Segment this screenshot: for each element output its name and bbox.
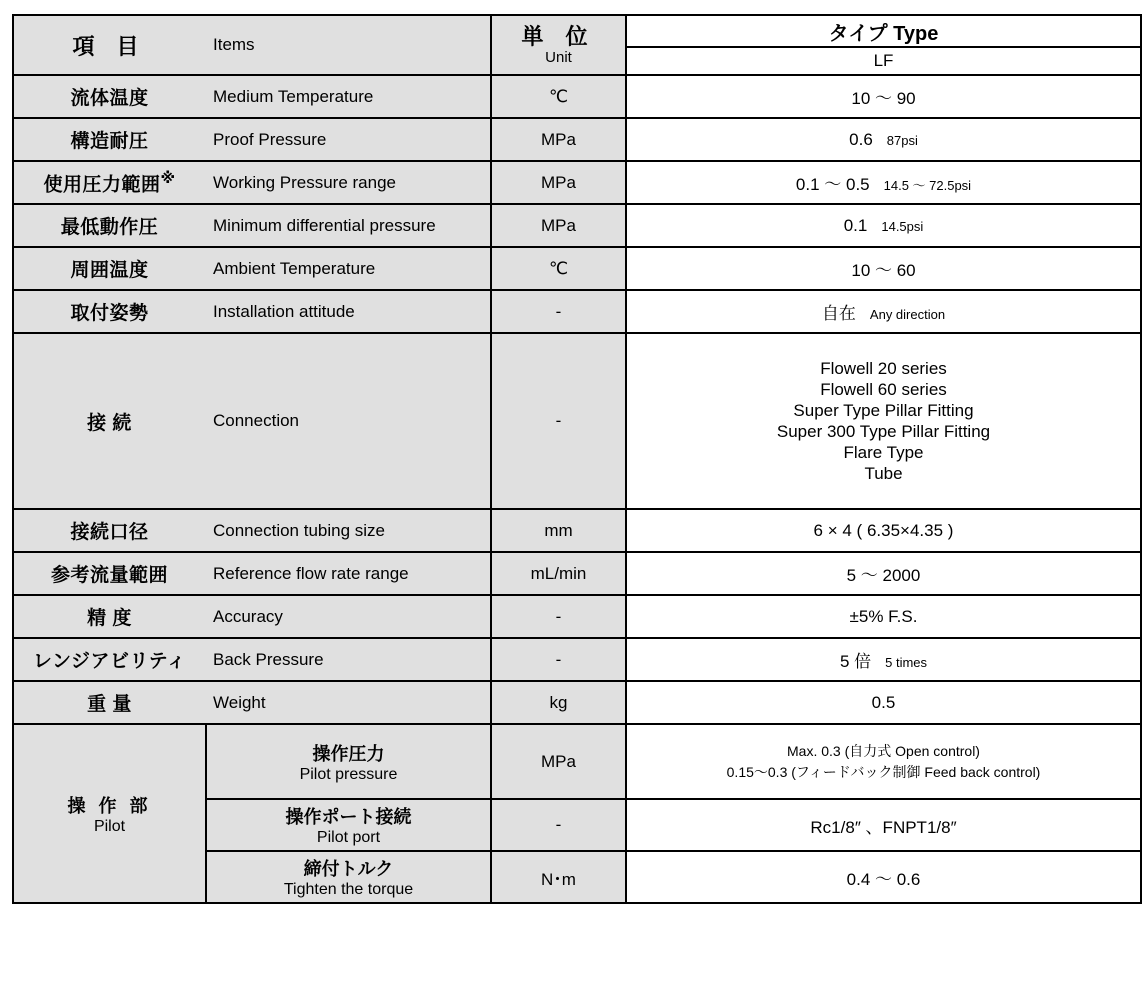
- row-en: Weight: [213, 692, 266, 712]
- row-unit: mm: [491, 509, 626, 552]
- spec-table: [12, 14, 1142, 904]
- pilot-item-jp: 操作ポート接続: [285, 807, 412, 827]
- pilot-jp: 操 作 部: [67, 795, 152, 816]
- row-jp: [14, 560, 205, 587]
- note-mark: ※: [160, 169, 176, 187]
- row-unit: ℃: [491, 75, 626, 118]
- row-jp-text: 最低動作圧: [60, 217, 159, 238]
- row-value: [626, 552, 1141, 595]
- row-value: [626, 638, 1141, 681]
- table-row: [13, 118, 1141, 161]
- row-en: Ambient Temperature: [213, 258, 376, 278]
- row-jp-text: 重 量: [87, 694, 132, 715]
- table-row: [13, 290, 1141, 333]
- table-row: [13, 204, 1141, 247]
- header-items-jp: 項 目: [72, 33, 147, 59]
- row-item: [13, 118, 491, 161]
- row-item: [13, 509, 491, 552]
- connection-value: Super Type Pillar Fitting: [793, 401, 974, 420]
- row-item: [13, 247, 491, 290]
- row-value: [626, 118, 1141, 161]
- row-value-main: 0.6: [849, 129, 873, 149]
- row-en: Proof Pressure: [213, 129, 327, 149]
- connection-value: Tube: [864, 464, 903, 483]
- row-item: [13, 204, 491, 247]
- connection-value: Flare Type: [843, 443, 924, 462]
- header-items-en: Items: [213, 35, 255, 54]
- pilot-item-jp: 締付トルク: [303, 859, 394, 879]
- row-jp-text: 構造耐圧: [70, 131, 149, 152]
- header-unit-jp: 単 位: [521, 23, 596, 49]
- row-value-main: 10 ～ 90: [851, 89, 916, 108]
- pilot-item-jp: 操作圧力: [312, 743, 385, 764]
- row-en: Accuracy: [213, 606, 283, 626]
- row-jp: [14, 603, 205, 630]
- row-jp-text: 流体温度: [70, 88, 149, 109]
- row-unit: -: [491, 595, 626, 638]
- row-item: [13, 75, 491, 118]
- row-jp: [14, 298, 205, 325]
- pilot-unit: N･m: [491, 851, 626, 903]
- row-value-main: ±5% F.S.: [849, 606, 918, 626]
- row-unit: MPa: [491, 118, 626, 161]
- row-jp-text: 使用圧力範囲: [43, 174, 161, 196]
- header-unit-en: Unit: [545, 48, 572, 66]
- table-row: [13, 247, 1141, 290]
- table-row: [13, 681, 1141, 724]
- row-en: Working Pressure range: [213, 172, 396, 192]
- row-en: Installation attitude: [213, 301, 355, 321]
- row-unit: MPa: [491, 161, 626, 204]
- row-value: [626, 75, 1141, 118]
- row-value-sub: Any direction: [869, 307, 946, 322]
- row-jp-text: 周囲温度: [70, 260, 149, 281]
- row-unit: MPa: [491, 204, 626, 247]
- row-en: Back Pressure: [213, 649, 324, 669]
- row-jp: [14, 689, 205, 716]
- row-jp-text: 精 度: [87, 608, 132, 629]
- pilot-unit: -: [491, 799, 626, 851]
- row-unit: -: [491, 333, 626, 509]
- row-jp: [14, 212, 205, 239]
- row-unit: -: [491, 290, 626, 333]
- row-jp: 接 続: [87, 412, 132, 434]
- row-value-main: 5 倍: [839, 652, 872, 671]
- row-value: [626, 681, 1141, 724]
- pilot-en: Pilot: [93, 817, 126, 835]
- row-jp: [14, 517, 205, 544]
- pilot-unit: MPa: [491, 724, 626, 799]
- row-value-main: 10 ～ 60: [851, 261, 916, 280]
- pilot-value-line: 0.15～0.3 (フィードバック制御 Feed back control): [726, 763, 1041, 780]
- row-item: [13, 595, 491, 638]
- table-row: [13, 595, 1141, 638]
- pilot-value: Rc1/8″ 、FNPT1/8″: [626, 799, 1141, 851]
- pilot-item-en: Pilot port: [316, 829, 381, 846]
- row-item: [13, 681, 491, 724]
- row-value-sub: 87psi: [886, 132, 918, 148]
- header-unit: [491, 15, 626, 75]
- header-items: [13, 15, 491, 75]
- row-value-main: 0.5: [871, 692, 896, 712]
- row-jp-text: レンジアビリティ: [32, 651, 187, 672]
- row-jp: [14, 646, 205, 673]
- row-en: Connection tubing size: [213, 520, 386, 540]
- table-row: [13, 638, 1141, 681]
- row-value-main: 5 ～ 2000: [846, 566, 921, 585]
- row-item: [13, 161, 491, 204]
- row-unit: ℃: [491, 247, 626, 290]
- row-jp-text: 接続口径: [70, 522, 149, 543]
- row-value-main: 0.1 ～ 0.5: [795, 175, 870, 194]
- table-row: [13, 161, 1141, 204]
- connection-value: Super 300 Type Pillar Fitting: [776, 422, 991, 441]
- row-unit: -: [491, 638, 626, 681]
- pilot-item: [206, 799, 491, 851]
- pilot-item-en: Tighten the torque: [283, 881, 414, 898]
- row-jp: [14, 255, 205, 282]
- row-item: [13, 552, 491, 595]
- row-value-main: 自在: [821, 304, 856, 323]
- row-jp-text: 取付姿勢: [70, 303, 149, 324]
- row-unit: mL/min: [491, 552, 626, 595]
- row-value: [626, 204, 1141, 247]
- pilot-item: [206, 851, 491, 903]
- row-value: [626, 509, 1141, 552]
- pilot-group: [13, 724, 206, 903]
- connection-value: Flowell 60 series: [820, 380, 947, 399]
- row-unit: kg: [491, 681, 626, 724]
- pilot-value: 0.4 ～ 0.6: [626, 851, 1141, 903]
- table-row: [13, 509, 1141, 552]
- pilot-item-en: Pilot pressure: [299, 765, 398, 783]
- pilot-value: [626, 724, 1141, 799]
- connection-value: Flowell 20 series: [820, 359, 947, 378]
- row-value: [626, 161, 1141, 204]
- row-value-main: 0.1: [843, 215, 868, 235]
- pilot-item: [206, 724, 491, 799]
- row-jp: [14, 126, 205, 153]
- row-en: Minimum differential pressure: [213, 215, 436, 235]
- row-jp: [14, 169, 205, 196]
- row-item: [13, 638, 491, 681]
- row-en: Reference flow rate range: [213, 563, 409, 583]
- row-value: [626, 595, 1141, 638]
- header-type: タイプ Type: [626, 15, 1141, 47]
- row-value: [626, 290, 1141, 333]
- row-jp-text: 参考流量範囲: [50, 565, 168, 586]
- row-value-main: 6 × 4 ( 6.35×4.35 ): [813, 520, 954, 540]
- row-value-sub: 14.5 ～ 72.5psi: [883, 178, 972, 193]
- row-value: [626, 333, 1141, 509]
- row-en: Medium Temperature: [213, 86, 374, 106]
- row-item: [13, 290, 491, 333]
- row-value-sub: 14.5psi: [881, 218, 924, 234]
- header-type-value: LF: [626, 47, 1141, 75]
- row-en: Connection: [213, 411, 300, 430]
- row-value-sub: 5 times: [885, 655, 928, 670]
- row-connection: [13, 333, 491, 509]
- pilot-value-line: Max. 0.3 (自力式 Open control): [787, 742, 980, 759]
- table-row: [13, 552, 1141, 595]
- row-value: [626, 247, 1141, 290]
- row-jp: [14, 83, 205, 110]
- table-row: [13, 75, 1141, 118]
